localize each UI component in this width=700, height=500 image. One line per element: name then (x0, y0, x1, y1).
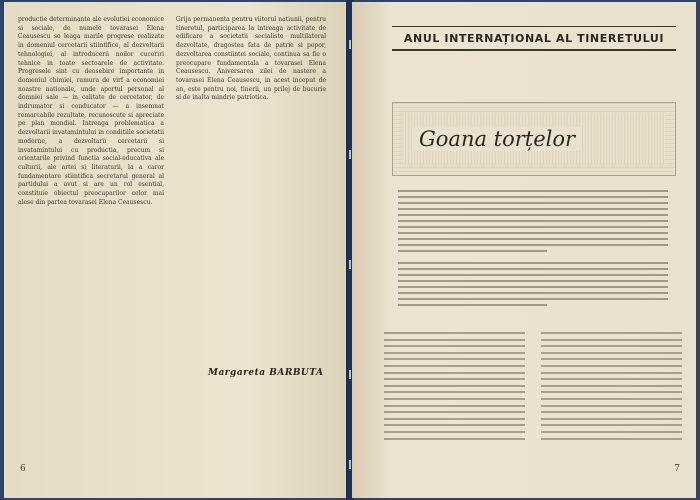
text-line (384, 332, 525, 334)
text-line (541, 358, 682, 360)
text-line (398, 274, 668, 276)
text-line (541, 372, 682, 374)
text-line (384, 418, 525, 420)
article-text-col1: productie determinante ale evolutiei economice si sociale, de numele tovarasei Elena Ceausescu se leaga marile progrese realizate in domeniul cercetarii stiintifice, al dezvoltarii tehnologiei, al introducerii noilor cuceriri tehnice in toate sectoarele de activitate. Progresele sint cu deosebire importante in domeniul chimiei, ramura de virf a economiei noastre nationale, unde aportul personal al domniei sale — in calitate de cercetator, de indrumator si conducator — a insemnat remarcabile rezultate, recunoscute si apreciate pe plan mondial. Intreaga problematica a dezvoltarii invatamintului in conditiile societatii moderne, a dezvoltarii cercetarii si invatamintului cu productia, precum si orientarile privind functia social-educativa ale culturii, ale artei si literaturii, la a caror fundamentare stiintifica secretarul general al partidului a avut si are un rol esential, constituie obiectul preocuparilor celor mai alese din partea tovarasei Elena Ceausescu. (18, 16, 164, 206)
intro-italic-block-1 (398, 190, 668, 252)
text-line (541, 405, 682, 407)
text-line (541, 398, 682, 400)
text-line (398, 304, 547, 306)
article-title: Goana torțelor (413, 127, 581, 151)
left-column-1 (18, 16, 164, 207)
text-line (541, 431, 682, 433)
text-line (541, 438, 682, 440)
text-line (541, 418, 682, 420)
binding-stitch (349, 260, 351, 269)
text-line (398, 250, 547, 252)
text-line (384, 345, 525, 347)
text-line (384, 431, 525, 433)
text-line (384, 358, 525, 360)
text-line (398, 268, 668, 270)
text-line (384, 372, 525, 374)
left-column-2 (176, 16, 326, 103)
body-column-1 (384, 332, 525, 442)
text-line (398, 286, 668, 288)
text-line (398, 238, 668, 240)
article-body-columns (384, 332, 682, 442)
text-line (541, 391, 682, 393)
page-number-left: 6 (20, 464, 26, 474)
title-panel (392, 102, 676, 176)
text-line (541, 332, 682, 334)
author-signature: Margareta BARBUTA (208, 368, 324, 378)
text-line (384, 398, 525, 400)
text-line (541, 339, 682, 341)
text-line (398, 214, 668, 216)
text-line (384, 438, 525, 440)
body-column-2 (541, 332, 682, 442)
text-line (398, 280, 668, 282)
header-rule (392, 50, 676, 51)
text-line (398, 244, 668, 246)
text-line (384, 339, 525, 341)
text-line (541, 424, 682, 426)
text-line (541, 385, 682, 387)
text-line (398, 196, 668, 198)
text-line (541, 378, 682, 380)
text-line (384, 378, 525, 380)
section-header: ANUL INTERNAȚIONAL AL TINERETULUI (392, 26, 676, 50)
binding-stitch (349, 460, 351, 469)
text-line (384, 385, 525, 387)
text-line (384, 365, 525, 367)
left-page (4, 2, 348, 498)
text-line (384, 391, 525, 393)
text-line (398, 298, 668, 300)
text-line (541, 365, 682, 367)
binding-stitch (349, 150, 351, 159)
text-line (384, 424, 525, 426)
text-line (384, 411, 525, 413)
text-line (398, 202, 668, 204)
intro-italic-block-2 (398, 262, 668, 306)
text-line (398, 190, 668, 192)
right-page (352, 2, 696, 498)
text-line (398, 262, 668, 264)
article-text-col2: Grija permanenta pentru viitorul natiunii, pentru tineretul, participarea la intreaga activitate de edificare a societatii socialiste multilateral dezvoltate, dragostea fata de patrie si popor, dezvoltarea constiintei sociale, continua sa fie o preocupare fundamentala a tovarasei Elena Ceausescu. Aniversarea zilei de nastere a tovarasei Elena Ceausescu, in acest inceput de an, este pentru noi, tinerii, un prilej de bucurie si de inalta mindrie patriotica. (176, 16, 326, 102)
title-panel-inner (403, 113, 665, 165)
text-line (398, 232, 668, 234)
text-line (384, 352, 525, 354)
text-line (541, 352, 682, 354)
binding-stitch (349, 370, 351, 379)
text-line (384, 405, 525, 407)
text-line (398, 208, 668, 210)
text-line (398, 220, 668, 222)
page-number-right: 7 (674, 464, 680, 474)
text-line (398, 226, 668, 228)
text-line (398, 292, 668, 294)
text-line (541, 345, 682, 347)
text-line (541, 411, 682, 413)
binding-stitch (349, 40, 351, 49)
